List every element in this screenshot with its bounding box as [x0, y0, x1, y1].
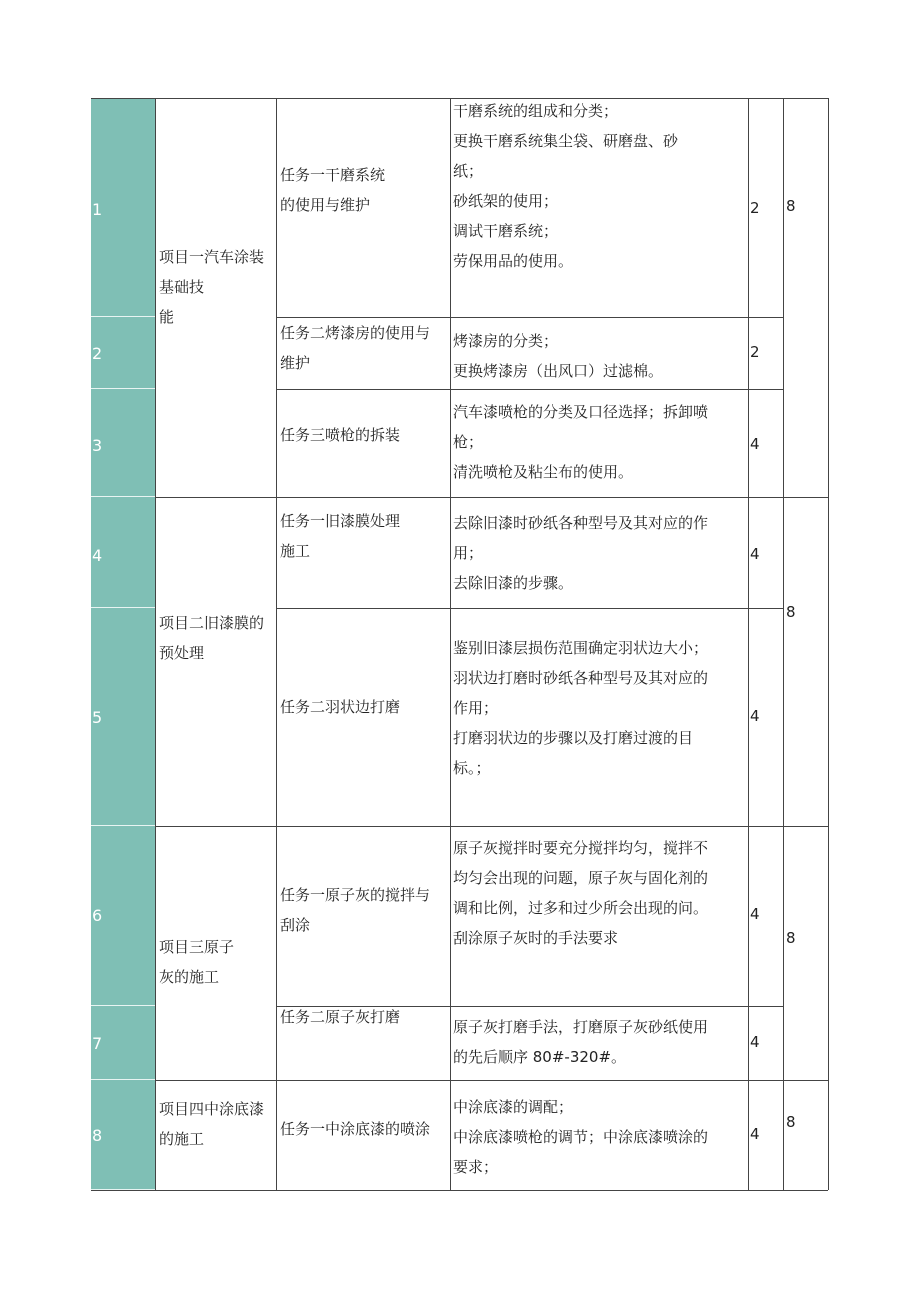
task-name-line: 任务二烤漆房的使用与: [280, 324, 431, 342]
task-content-line: 烤漆房的分类；: [453, 332, 559, 350]
task-name: [280, 420, 400, 450]
task-content-line: 砂纸架的使用；: [453, 192, 559, 210]
task-content-line: 调试干磨系统；: [453, 222, 559, 240]
row-number-cell: [91, 608, 155, 826]
task-name-line: 任务一旧漆膜处理: [280, 512, 401, 530]
task-name: [280, 692, 400, 722]
project-name-line: 的施工: [159, 1130, 205, 1148]
row-number: 6: [92, 906, 103, 925]
task-hours: 4: [750, 905, 760, 923]
task-content-line: 中涂底漆喷枪的调节；中涂底漆喷涂的: [453, 1128, 709, 1146]
task-content-line: 标。；: [453, 759, 491, 777]
grid-line: [276, 98, 277, 1190]
grid-line: [276, 389, 783, 390]
row-number: 5: [92, 708, 103, 727]
project-name: [159, 932, 234, 992]
task-content-line: 纸；: [453, 162, 484, 180]
task-name-line: 任务一干磨系统: [280, 166, 386, 184]
grid-line: [783, 98, 784, 1190]
task-content-line: 汽车漆喷枪的分类及口径选择；拆卸喷: [453, 403, 709, 421]
total-hours: 8: [786, 197, 796, 215]
task-name: [280, 880, 430, 940]
task-content-line: 干磨系统的组成和分类；: [453, 102, 619, 120]
row-number: 2: [92, 344, 103, 363]
grid-line: [748, 98, 749, 1190]
project-name: [159, 608, 264, 668]
task-content-line: 的先后顺序 80#-320#。: [453, 1048, 627, 1066]
task-hours: 4: [750, 1033, 760, 1051]
row-number-cell: [91, 1080, 155, 1190]
task-content-line: 劳保用品的使用。: [453, 252, 574, 270]
task-content-line: 清洗喷枪及粘尘布的使用。: [453, 463, 634, 481]
project-name-line: 能: [159, 308, 175, 326]
row-number: 8: [92, 1126, 103, 1145]
row-number-cell: [91, 317, 155, 389]
project-name-line: 灰的施工: [159, 968, 220, 986]
row-number-cell: [91, 1006, 155, 1080]
task-content-line: 均匀会出现的问题，原子灰与固化剂的: [453, 869, 709, 887]
task-content-line: 鉴别旧漆层损伤范围确定羽状边大小；: [453, 639, 709, 657]
row-number-cell: [91, 389, 155, 497]
task-content-line: 原子灰打磨手法，打磨原子灰砂纸使用: [453, 1018, 709, 1036]
task-hours: 2: [750, 343, 760, 361]
total-hours: 8: [786, 929, 796, 947]
task-name-line: 任务三喷枪的拆装: [280, 426, 401, 444]
row-number-cell: [91, 826, 155, 1006]
row-number-cell: [91, 497, 155, 608]
grid-line: [155, 826, 828, 827]
task-content-line: 更换烤漆房（出风口）过滤棉。: [453, 362, 664, 380]
task-name-line: 的使用与维护: [280, 196, 371, 214]
grid-line: [450, 98, 451, 1190]
project-name-line: 项目四中涂底漆: [159, 1100, 265, 1118]
grid-line: [155, 497, 828, 498]
task-content: [453, 1012, 747, 1072]
task-hours: 4: [750, 435, 760, 453]
task-name-line: 任务一原子灰的搅拌与: [280, 886, 431, 904]
task-content-line: 要求；: [453, 1158, 499, 1176]
task-hours: 2: [750, 199, 760, 217]
task-name: [280, 506, 400, 566]
task-content: [453, 1092, 747, 1182]
total-hours: 8: [786, 603, 796, 621]
task-content: [453, 633, 747, 783]
task-content-line: 去除旧漆时砂纸各种型号及其对应的作: [453, 514, 709, 532]
task-content-line: 原子灰搅拌时要充分搅拌均匀，搅拌不: [453, 839, 709, 857]
project-name-line: 项目一汽车涂装: [159, 248, 265, 266]
task-content: [453, 326, 747, 386]
task-content-line: 羽状边打磨时砂纸各种型号及其对应的: [453, 669, 709, 687]
task-content-line: 去除旧漆的步骤。: [453, 574, 574, 592]
total-hours: 8: [786, 1113, 796, 1131]
grid-line: [828, 98, 829, 1190]
task-name-line: 施工: [280, 542, 311, 560]
task-content-line: 中涂底漆的调配；: [453, 1098, 574, 1116]
task-content-line: 调和比例，过多和过少所会出现的问。: [453, 899, 709, 917]
grid-line: [155, 98, 156, 1190]
task-hours: 4: [750, 707, 760, 725]
task-name: [280, 1002, 400, 1032]
task-name: [280, 318, 430, 378]
task-content-line: 枪；: [453, 433, 484, 451]
task-name-line: 任务二原子灰打磨: [280, 1008, 401, 1026]
task-content-line: 刮涂原子灰时的手法要求: [453, 929, 619, 947]
task-content: [453, 96, 747, 276]
task-content: [453, 397, 747, 487]
task-content-line: 用；: [453, 544, 484, 562]
task-hours: 4: [750, 1125, 760, 1143]
task-name-line: 维护: [280, 354, 311, 372]
task-content-line: 打磨羽状边的步骤以及打磨过渡的目: [453, 729, 694, 747]
task-name-line: 任务二羽状边打磨: [280, 698, 401, 716]
task-content-line: 更换干磨系统集尘袋、研磨盘、砂: [453, 132, 679, 150]
project-name-line: 基础技: [159, 278, 205, 296]
row-number: 7: [92, 1034, 103, 1053]
grid-line: [91, 1190, 828, 1191]
row-number: 4: [92, 546, 103, 565]
project-name-line: 项目三原子: [159, 938, 235, 956]
task-name-line: 刮涂: [280, 916, 311, 934]
row-number: 1: [92, 200, 103, 219]
task-content: [453, 508, 747, 598]
task-content: [453, 833, 747, 953]
row-number: 3: [92, 436, 103, 455]
project-name-line: 预处理: [159, 644, 205, 662]
task-name-line: 任务一中涂底漆的喷涂: [280, 1120, 431, 1138]
project-name-line: 项目二旧漆膜的: [159, 614, 265, 632]
task-name: [280, 160, 385, 220]
row-number-cell: [91, 98, 155, 317]
task-content-line: 作用；: [453, 699, 499, 717]
task-hours: 4: [750, 545, 760, 563]
task-name: [280, 1114, 430, 1144]
grid-line: [155, 1080, 828, 1081]
grid-line: [276, 608, 783, 609]
project-name: [159, 242, 264, 332]
project-name: [159, 1094, 264, 1154]
